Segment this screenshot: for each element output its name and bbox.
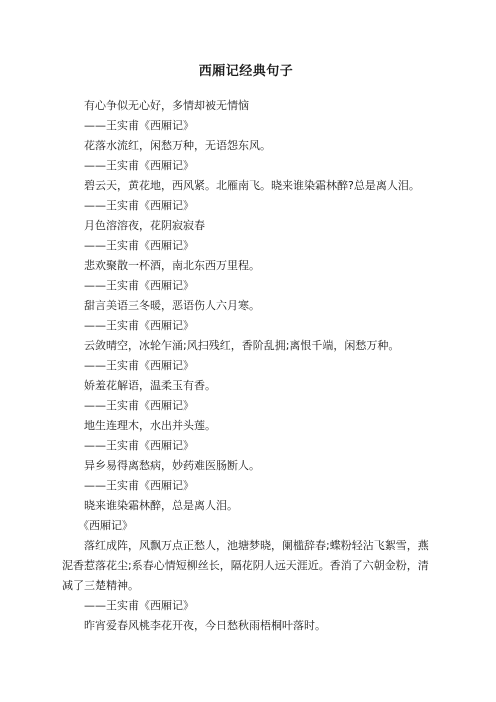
author-line: ——王实甫《西厢记》	[84, 319, 194, 332]
author-line: ——王实甫《西厢记》	[84, 479, 194, 492]
document-title: 西厢记经典句子	[198, 64, 294, 79]
author-line: 《西厢记》	[78, 519, 133, 532]
author-line: ——王实甫《西厢记》	[84, 279, 194, 292]
author-line: ——王实甫《西厢记》	[84, 399, 194, 412]
quote-line: 月色溶溶夜，花阴寂寂春	[84, 219, 205, 232]
quote-line: 落红成阵，风飘万点正愁人，池塘梦晓，阑槛辞春;蝶粉轻沾飞絮雪，燕泥香惹落花尘;系春心情短柳丝长，隔花阴人远天涯近。香消了六朝金粉，清减了三楚精神。	[62, 539, 429, 592]
author-line: ——王实甫《西厢记》	[84, 599, 194, 612]
quote-line: 云敛晴空，冰轮乍涌;风扫残红，香阶乱拥;离恨千端，闲愁万种。	[84, 339, 400, 352]
author-line: ——王实甫《西厢记》	[84, 359, 194, 372]
quote-line: 娇羞花解语，温柔玉有香。	[84, 379, 216, 392]
quote-line: 地生连理木，水出并头莲。	[84, 419, 216, 432]
author-line: ——王实甫《西厢记》	[84, 119, 194, 132]
quote-list	[62, 96, 430, 636]
quote-line: 有心争似无心好，多情却被无情恼	[84, 99, 249, 112]
quote-line: 甜言美语三冬暖，恶语伤人六月寒。	[84, 299, 260, 312]
quote-line: 昨宵爱春风桃李花开夜，今日愁秋雨梧桐叶落时。	[84, 619, 326, 632]
quote-line: 花落水流红，闲愁万种，无语怨东风。	[84, 139, 271, 152]
quote-line: 异乡易得离愁病，妙药难医肠断人。	[84, 459, 260, 472]
author-line: ——王实甫《西厢记》	[84, 159, 194, 172]
quote-line: 悲欢聚散一杯酒，南北东西万里程。	[84, 259, 260, 272]
quote-line: 晓来谁染霜林醉，总是离人泪。	[84, 499, 238, 512]
author-line: ——王实甫《西厢记》	[84, 199, 194, 212]
author-line: ——王实甫《西厢记》	[84, 439, 194, 452]
quote-line: 碧云天，黄花地，西风紧。北雁南飞。晓来谁染霜林醉?总是离人泪。	[84, 179, 420, 192]
author-line: ——王实甫《西厢记》	[84, 239, 194, 252]
